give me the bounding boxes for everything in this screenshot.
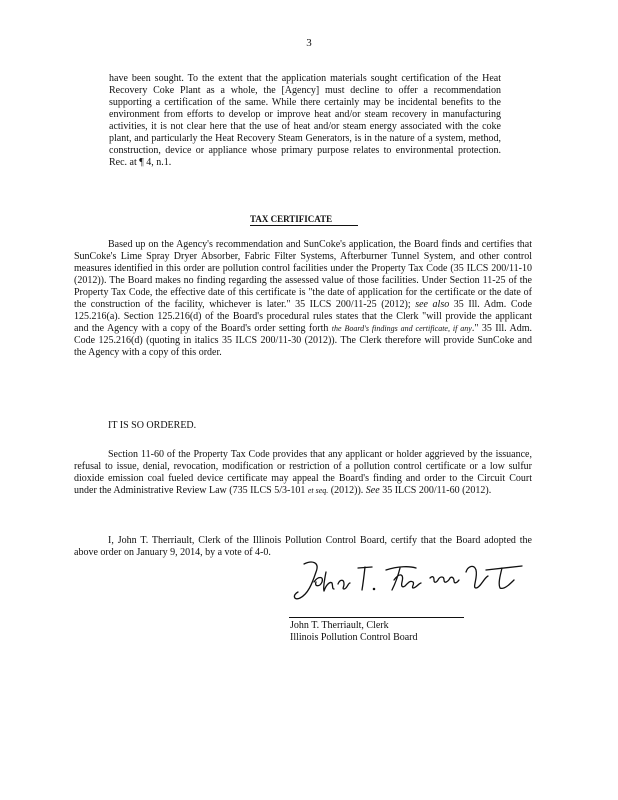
para3-et-seq: et seq. — [307, 486, 329, 495]
para1-text-c: ." 35 Ill. Adm. Code 125.216(d) (quoting in italics 35 ILCS 200/11-30 (2012)). The Clerk therefore will provide SunCoke and the Agency with a copy of this order. — [74, 323, 532, 358]
signature-image — [290, 558, 526, 604]
signature-line — [289, 617, 464, 618]
section-heading — [250, 213, 358, 226]
para1-text-a: Based up on the Agency's recommendation and SunCoke's application, the Board finds and certifies that SunCoke's Lime Spray Dryer Absorber, Fabric Filter Systems, Afterburner Tunnel System, and other control measures identified in this order are pollution control facilities under the Property Tax Code (35 ILCS 200/11-10 (2012)). The Board makes no finding regarding the assessed value of those facilities. Under Section 11-25 of the Property Tax Code, the effective date of this certificate is "the date of application for the certificate or the date of the construction of the facility, whichever is later." 35 ILCS 200/11-25 (2012); — [74, 239, 532, 310]
paragraph-appeal — [74, 449, 532, 497]
para1-text-b: 35 Ill. Adm. Code 125.216(a). Section 125.216(d) of the Board's procedural rules states that the Clerk "will provide the applicant and the Agency with a copy of the Board's order setting forth — [74, 299, 532, 334]
block-quote: have been sought. To the extent that the application materials sought certification of the Heat Recovery Coke Plant as a whole, the [Agency] must decline to offer a recommendation supporting a certification of the same. While there certainly may be incidental benefits to the environment from efforts to develop or improve heat and/or steam recovery in manufacturing activities, it is not clear here that the use of heat and/or steam energy associated with the coke plant, and particularly the Heat Recovery Steam Generators, is in the nature of a system, method, construction, device or appliance whose primary purpose relates to environmental protection. Rec. at ¶ 4, n.1. — [109, 73, 501, 168]
signer-organization: Illinois Pollution Control Board — [290, 632, 418, 643]
page-number: 3 — [306, 37, 312, 49]
para3-text-a: Section 11-60 of the Property Tax Code provides that any applicant or holder aggrieved by the issuance, refusal to issue, denial, revocation, modification or restriction of a pollution control certificate or a low sulfur dioxide emission coal fueled device certificate may appeal the Board's finding and order to the Circuit Court under the Administrative Review Law (735 ILCS 5/3-101 — [74, 449, 532, 496]
section-heading-text: TAX CERTIFICATE — [250, 213, 358, 226]
signer-block — [290, 620, 418, 644]
para3-text-c: 35 ILCS 200/11-60 (2012). — [379, 485, 492, 496]
para1-italic-quote: the Board's findings and certificate, if any — [331, 324, 472, 333]
paragraph-tax-certificate — [74, 239, 532, 359]
signer-name-title: John T. Therriault, Clerk — [290, 620, 389, 631]
paragraph-ordered: IT IS SO ORDERED. — [108, 420, 197, 431]
para1-see-also: see also — [415, 299, 450, 310]
para3-text-b: (2012)). — [328, 485, 366, 496]
para3-see: See — [365, 485, 380, 496]
paragraph-certification: I, John T. Therriault, Clerk of the Illinois Pollution Control Board, certify that the Board adopted the above order on January 9, 2014, by a vote of 4-0. — [74, 535, 532, 558]
